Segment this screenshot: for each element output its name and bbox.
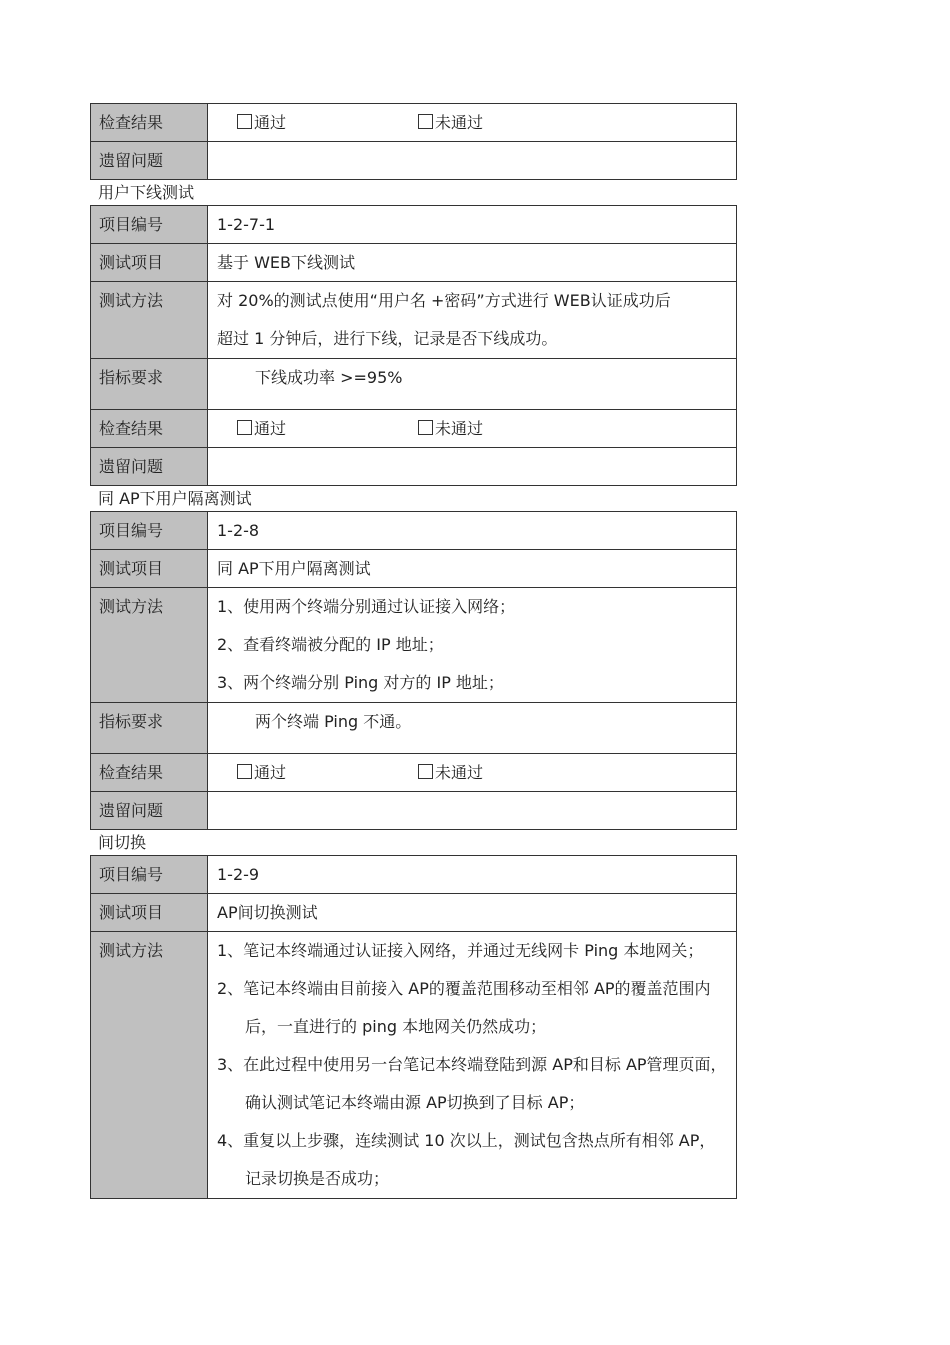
checkbox-icon bbox=[237, 420, 252, 435]
pass-label: 通过 bbox=[254, 419, 287, 438]
checkbox-icon bbox=[418, 114, 433, 129]
label-test-item: 测试项目 bbox=[91, 894, 208, 932]
label-check-result: 检查结果 bbox=[91, 104, 208, 142]
pass-checkbox[interactable] bbox=[237, 104, 286, 141]
label-test-method: 测试方法 bbox=[91, 588, 208, 703]
label-indicator: 指标要求 bbox=[91, 359, 208, 410]
test-method-value bbox=[208, 932, 737, 1199]
row-test-item bbox=[91, 550, 737, 588]
test-item-value: 同 AP下用户隔离测试 bbox=[208, 550, 737, 588]
row-test-method bbox=[91, 282, 737, 359]
row-remaining-issues bbox=[91, 792, 737, 830]
row-test-item bbox=[91, 244, 737, 282]
document bbox=[90, 103, 737, 1199]
method-line: 超过 1 分钟后，进行下线，记录是否下线成功。 bbox=[217, 329, 558, 348]
row-remaining-issues bbox=[91, 142, 737, 180]
pass-checkbox[interactable] bbox=[237, 754, 286, 791]
method-step: 2、笔记本终端由目前接入 AP的覆盖范围移动至相邻 AP的覆盖范围内后，一直进行的 ping 本地网关仍然成功； bbox=[217, 979, 711, 1036]
indicator-value bbox=[208, 703, 737, 754]
pass-checkbox[interactable] bbox=[237, 410, 286, 447]
label-item-number: 项目编号 bbox=[91, 856, 208, 894]
row-remaining-issues bbox=[91, 448, 737, 486]
row-test-item bbox=[91, 894, 737, 932]
pass-label: 通过 bbox=[254, 113, 287, 132]
check-result-cell bbox=[208, 754, 737, 792]
test-method-value bbox=[208, 282, 737, 359]
pass-label: 通过 bbox=[254, 763, 287, 782]
method-step: 1、笔记本终端通过认证接入网络，并通过无线网卡 Ping 本地网关； bbox=[217, 941, 704, 960]
label-remaining-issues: 遗留问题 bbox=[91, 448, 208, 486]
label-test-item: 测试项目 bbox=[91, 244, 208, 282]
label-check-result: 检查结果 bbox=[91, 754, 208, 792]
table-handover-test bbox=[90, 855, 737, 1199]
label-indicator: 指标要求 bbox=[91, 703, 208, 754]
table-logout-test bbox=[90, 205, 737, 486]
method-line: 对 20%的测试点使用“用户名 +密码”方式进行 WEB认证成功后 bbox=[217, 291, 671, 310]
test-item-value: 基于 WEB下线测试 bbox=[208, 244, 737, 282]
fail-label: 未通过 bbox=[435, 419, 484, 438]
indicator-text: 两个终端 Ping 不通。 bbox=[255, 712, 412, 731]
section-heading-isolation: 同 AP下用户隔离测试 bbox=[98, 489, 252, 508]
method-line: 1、使用两个终端分别通过认证接入网络； bbox=[217, 597, 516, 616]
fail-checkbox[interactable] bbox=[418, 104, 483, 141]
label-test-method: 测试方法 bbox=[91, 932, 208, 1199]
row-item-number bbox=[91, 206, 737, 244]
table-prev-section bbox=[90, 103, 737, 180]
row-indicator bbox=[91, 703, 737, 754]
remaining-issues-value bbox=[208, 448, 737, 486]
checkbox-icon bbox=[418, 420, 433, 435]
label-check-result: 检查结果 bbox=[91, 410, 208, 448]
fail-checkbox[interactable] bbox=[418, 410, 483, 447]
row-test-method bbox=[91, 588, 737, 703]
item-number-value: 1-2-7-1 bbox=[208, 206, 737, 244]
method-step: 4、重复以上步骤，连续测试 10 次以上，测试包含热点所有相邻 AP，记录切换是否成功； bbox=[217, 1131, 716, 1188]
item-number-value: 1-2-8 bbox=[208, 512, 737, 550]
row-check-result bbox=[91, 410, 737, 448]
label-remaining-issues: 遗留问题 bbox=[91, 142, 208, 180]
row-indicator bbox=[91, 359, 737, 410]
table-isolation-test bbox=[90, 511, 737, 830]
fail-label: 未通过 bbox=[435, 113, 484, 132]
label-test-method: 测试方法 bbox=[91, 282, 208, 359]
method-step: 3、在此过程中使用另一台笔记本终端登陆到源 AP和目标 AP管理页面，确认测试笔记本终端由源 AP切换到了目标 AP； bbox=[217, 1055, 727, 1112]
checkbox-icon bbox=[237, 114, 252, 129]
remaining-issues-value bbox=[208, 142, 737, 180]
row-check-result bbox=[91, 754, 737, 792]
label-item-number: 项目编号 bbox=[91, 206, 208, 244]
method-line: 2、查看终端被分配的 IP 地址； bbox=[217, 635, 444, 654]
method-line: 3、两个终端分别 Ping 对方的 IP 地址； bbox=[217, 673, 504, 692]
row-test-method bbox=[91, 932, 737, 1199]
row-check-result bbox=[91, 104, 737, 142]
fail-checkbox[interactable] bbox=[418, 754, 483, 791]
indicator-text: 下线成功率 >=95% bbox=[255, 368, 403, 387]
label-remaining-issues: 遗留问题 bbox=[91, 792, 208, 830]
fail-label: 未通过 bbox=[435, 763, 484, 782]
section-heading-logout: 用户下线测试 bbox=[98, 183, 195, 202]
test-method-value bbox=[208, 588, 737, 703]
item-number-value: 1-2-9 bbox=[208, 856, 737, 894]
checkbox-icon bbox=[237, 764, 252, 779]
remaining-issues-value bbox=[208, 792, 737, 830]
row-item-number bbox=[91, 512, 737, 550]
indicator-value bbox=[208, 359, 737, 410]
check-result-cell bbox=[208, 410, 737, 448]
checkbox-icon bbox=[418, 764, 433, 779]
test-item-value: AP间切换测试 bbox=[208, 894, 737, 932]
check-result-cell bbox=[208, 104, 737, 142]
section-heading-handover: 间切换 bbox=[98, 833, 147, 852]
label-test-item: 测试项目 bbox=[91, 550, 208, 588]
row-item-number bbox=[91, 856, 737, 894]
label-item-number: 项目编号 bbox=[91, 512, 208, 550]
